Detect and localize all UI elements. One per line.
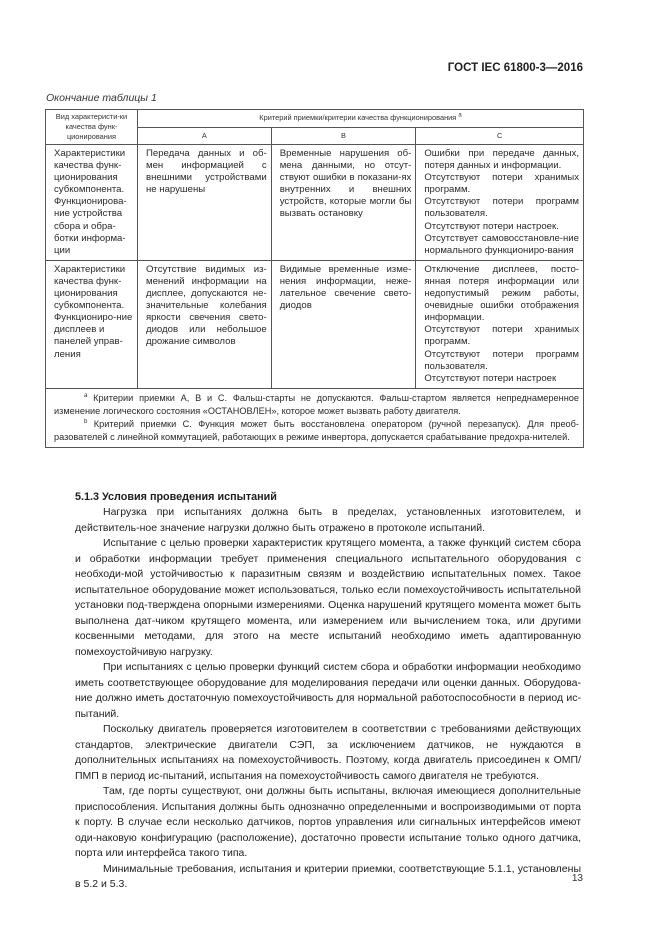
- criterion-c-line: Отсутствуют потери программ пользователя.: [424, 348, 579, 372]
- criterion-c-line: Отключение дисплеев, посто-янная потеря информации или недопустимый режим работы, очевидные ошибки отображения информации.: [424, 263, 579, 324]
- cell-criterion-a: Передача данных и об-мен информацией с внешними устройствами не нарушены: [137, 145, 271, 261]
- criterion-c-line: Отсутствует самовосстановле-ние нормального функциониро-вания: [424, 232, 579, 256]
- column-header-c: C: [416, 127, 584, 145]
- table-row: [46, 145, 584, 261]
- table-row: [46, 260, 584, 388]
- column-header-b: B: [271, 127, 416, 145]
- criteria-header-footnote-mark: a: [458, 112, 462, 119]
- column-header-kind: Вид характеристи-ки качества функ-ционирования: [46, 110, 138, 145]
- criterion-c-line: Отсутствуют потери настроек: [424, 372, 557, 384]
- paragraph: Там, где порты существуют, они должны быть испытаны, включая имеющиеся дополнительные приспособления. Испытания должны быть однозначно определенными и воспроизводимыми от порта к порту. В случае если несколько датчиков, портов управления или сигнальных интерфейсов имеют оди-наковую конфигурацию (расположение), достаточно провести испытание только одного датчика, порта или интерфейса такого типа.: [75, 785, 581, 859]
- cell-criterion-b: Видимые временные изме-нения информации, нежe-лательное свечение свето-диодов: [271, 260, 416, 388]
- cell-kind: Характеристики качества функ-ционирования субкомпонента. Функционирова-ние устройства сбора и обра-ботки информа-ции: [46, 145, 138, 261]
- table-note: [54, 418, 579, 444]
- page-number: 13: [571, 873, 583, 884]
- paragraph: Поскольку двигатель проверяется изготовителем в соответствии с требованиями действующих стандартов, электрические двигатели СЭП, за исключением датчиков, не нуждаются в дополнительных испытаниях на помехоустойчивость. Поэтому, когда двигатель присоединен к ОМП/ПМП в период ис-пытаний, испытания на помехоустойчивость самого двигателя не требуются.: [75, 723, 581, 782]
- criterion-c-line: Отсутствуют потери хранимых программ.: [424, 172, 579, 196]
- paragraph: Нагрузка при испытаниях должна быть в пределах, установленных изготовителем, и действитель-ное значение нагрузки должно быть отражено в протоколе испытаний.: [75, 506, 581, 534]
- note-mark: a: [84, 392, 88, 399]
- criterion-c-line: Отсутствуют потери настроек.: [424, 220, 559, 232]
- section-title: 5.1.3 Условия проведения испытаний: [75, 491, 277, 503]
- column-header-a: A: [137, 127, 271, 145]
- cell-kind: Характеристики качества функ-ционирования субкомпонента. Функциониро-ние дисплеев и панелей управ-ления: [46, 260, 138, 388]
- column-header-criteria: [137, 110, 583, 128]
- paragraph: Испытание с целью проверки характеристик крутящего момента, а также функций систем сбора и обработки информации требует применения специального испытательного оборудования с необходи-мой устойчивостью к паразитным связям и воздействию испытательных помех. Такое испытательное оборудование может использоваться, только если помехоустойчивость испытательной установки под-тверждена опорными измерениями. Оценка нарушений крутящего момента может быть выполнена дат-чиком крутящего момента, или измерением или вычислением тока, или другими косвенными методами, для этого на месте испытаний необходимо иметь адаптированную помехоустойчивую нагрузку.: [75, 537, 581, 658]
- cell-criterion-c: [416, 260, 584, 388]
- note-text: Критерий приемки C. Функция может быть восстановлена оператором (ручной перезапуск). Для преоб-разователей с линейной коммутацией, работающих в режиме инвертора, допускается срабатывание предохра-нителей.: [54, 418, 579, 442]
- table-note: [54, 392, 579, 418]
- body-text: [75, 505, 581, 893]
- note-text: Критерии приемки A, B и C. Фальш-старты не допускаются. Фальш-стартом является непреднамеренное изменение логического состояния «ОСТАНОВЛЕН», которое может вызвать работу двигателя.: [54, 392, 579, 416]
- standard-header: ГОСТ IEC 61800-3—2016: [447, 62, 583, 74]
- paragraph: Минимальные требования, испытания и критерии приемки, соответствующие 5.1.1, установлены в 5.2 и 5.3.: [75, 862, 581, 890]
- criteria-header-text: Критерий приемки/критерии качества функционирования: [259, 113, 457, 123]
- cell-criterion-b: Временные нарушения об-мена данными, но отсут-ствуют ошибки в показани-ях внутренних и внешних устройств, которые могли бы вызвать остановку: [271, 145, 416, 261]
- note-mark: b: [84, 418, 88, 425]
- cell-criterion-c: [416, 145, 584, 261]
- criteria-table: [45, 109, 584, 448]
- criterion-c-line: Отсутствуют потери хранимых программ.: [424, 324, 579, 348]
- table-caption: Окончание таблицы 1: [46, 92, 157, 104]
- paragraph: При испытаниях с целью проверки функций систем сбора и обработки информации необходимо иметь соответствующее оборудование для моделирования передачи или оценки данных. Оборудова-ние должно иметь достаточную помехоустойчивость для нормальной работоспособности в период ис-пытаний.: [75, 661, 581, 720]
- table-notes: [46, 388, 584, 447]
- criterion-c-line: Ошибки при передаче данных, потеря данных и информации.: [424, 148, 579, 172]
- criterion-c-line: Отсутствуют потери программ пользователя.: [424, 196, 579, 220]
- cell-criterion-a: Отсутствие видимых из-менений информации на дисплее, допускаются не-значительные колебания яркости свечения свето-диодов или небольшое дрожание символов: [137, 260, 271, 388]
